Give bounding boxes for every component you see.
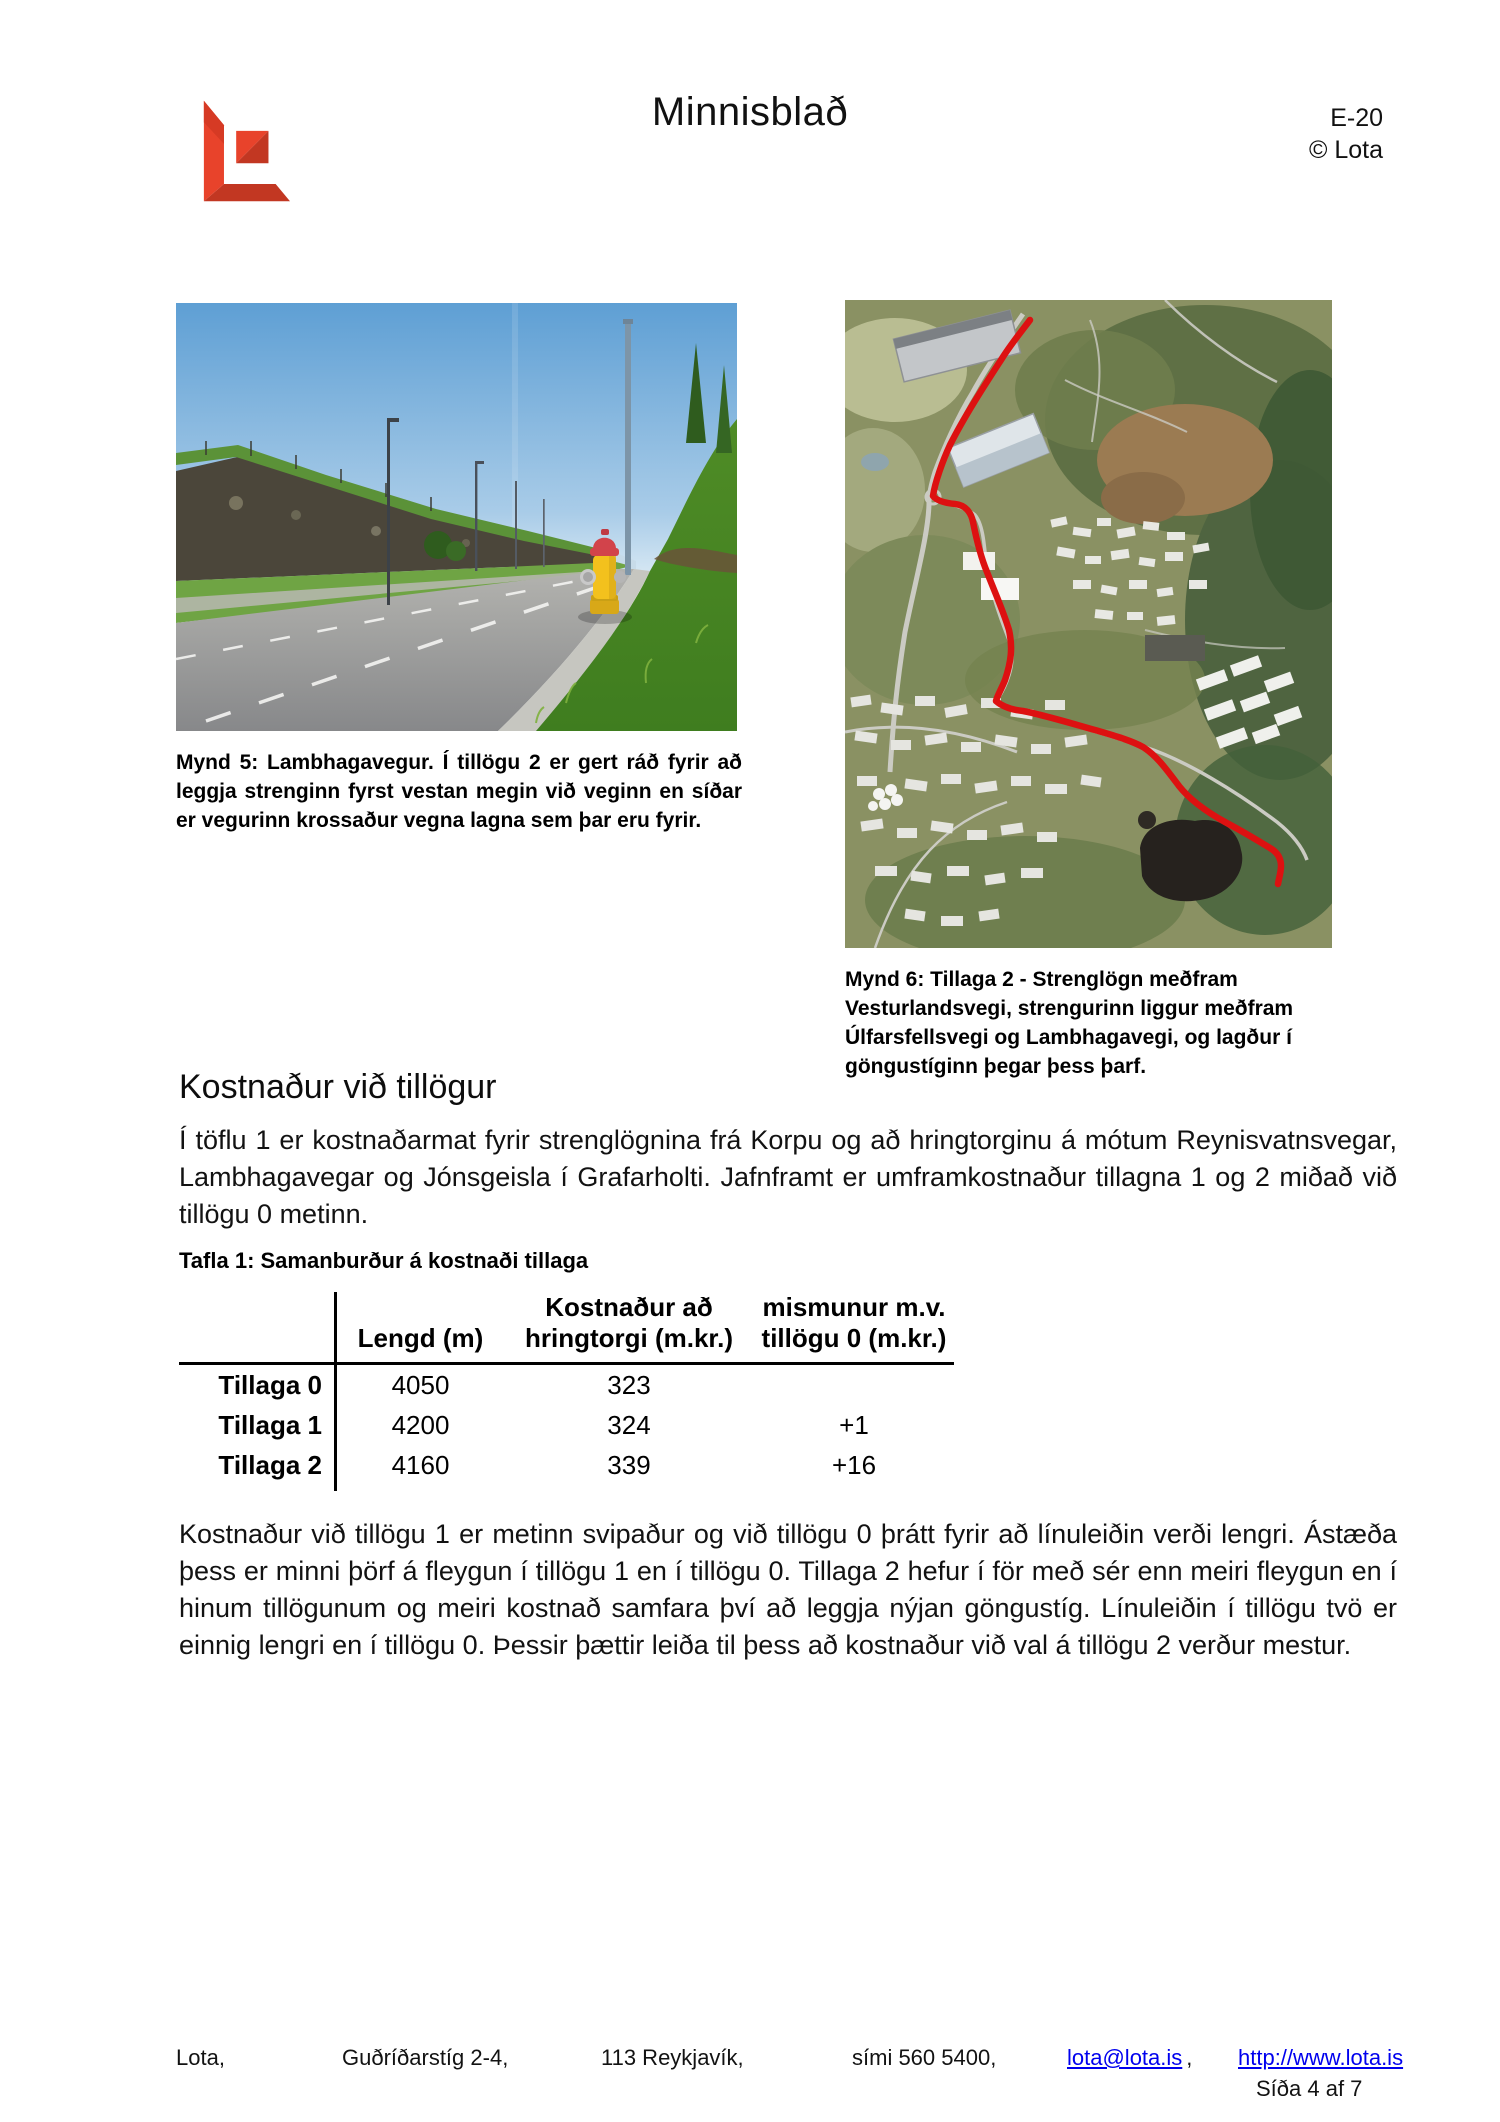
paragraph-cost-intro: Í töflu 1 er kostnaðarmat fyrir strenglögnina frá Korpu og að hringtorginu á mótum Reynisvatnsvegar, Lambhagavegar og Jónsgeisla í Grafarholti. Jafnframt er umframkostnaður tillagna 1 og 2 miðað við tillögu 0 metinn. (179, 1125, 1397, 1229)
row-label: Tillaga 2 (179, 1445, 336, 1491)
email-link[interactable]: lota@lota.is (1067, 2045, 1183, 2070)
cost-comparison-table (179, 1292, 954, 1491)
doc-code: E-20 (1330, 104, 1383, 132)
section-heading: Kostnaður við tillögur (179, 1068, 497, 1106)
figure5-caption: Mynd 5: Lambhagavegur. Í tillögu 2 er gert ráð fyrir að leggja strenginn fyrst vestan megin við veginn en síðar er vegurinn krossaður vegna lagna sem þar eru fyrir. (176, 751, 742, 832)
cell-kostnadur: 324 (607, 1409, 651, 1440)
page-number: Síða 4 af 7 (1256, 2076, 1363, 2101)
footer-city: 113 Reykjavík, (601, 2045, 744, 2070)
cell-lengd: 4050 (391, 1369, 450, 1400)
cell-kostnadur: 339 (607, 1449, 651, 1480)
table-row (179, 1405, 954, 1445)
website-link[interactable]: http://www.lota.is (1238, 2045, 1404, 2070)
page-title: Minnisblað (651, 90, 849, 134)
row-label: Tillaga 1 (179, 1405, 336, 1445)
figure6-caption: Mynd 6: Tillaga 2 - Strenglögn meðfram Vesturlandsvegi, strengurinn liggur meðfram Úlfarsfellsvegi og Lambhagavegi, og lagður í göngustíginn þegar þess þarf. (845, 968, 1294, 1078)
email-separator: , (1186, 2045, 1193, 2070)
footer-email (1067, 2045, 1192, 2071)
cell-kostnadur: 323 (607, 1369, 651, 1400)
header-kostnadur: Kostnaður að hringtorgi (m.kr.) (504, 1292, 754, 1364)
cell-lengd: 4160 (391, 1449, 450, 1480)
road-photo-figure (176, 303, 737, 731)
row-label: Tillaga 0 (179, 1364, 336, 1406)
header-lengd: Lengd (m) (336, 1292, 505, 1364)
table-caption: Tafla 1: Samanburður á kostnaði tillaga (179, 1248, 589, 1273)
document-meta (1309, 102, 1383, 166)
footer-address: Guðríðarstíg 2-4, (342, 2045, 509, 2070)
road-photo-image (176, 303, 737, 731)
table-header-row (179, 1292, 954, 1364)
cell-lengd: 4200 (391, 1409, 450, 1440)
footer-phone: sími 560 5400, (852, 2045, 997, 2070)
header-empty (179, 1292, 336, 1364)
table-row (179, 1445, 954, 1491)
aerial-map-figure (845, 300, 1332, 948)
copyright-notice: © Lota (1308, 136, 1383, 164)
aerial-map-image (845, 300, 1332, 948)
table-row (179, 1364, 954, 1406)
header-mismunur: mismunur m.v. tillögu 0 (m.kr.) (754, 1292, 954, 1364)
footer-website (1238, 2045, 1403, 2071)
cell-mismunur: +16 (831, 1449, 877, 1480)
cell-mismunur: +1 (839, 1409, 869, 1440)
footer-company: Lota, (176, 2045, 225, 2070)
cell-mismunur (754, 1364, 954, 1406)
paragraph-cost-analysis: Kostnaður við tillögu 1 er metinn svipaður og við tillögu 0 þrátt fyrir að línuleiðin verði lengri. Ástæða þess er minni þörf á fleygun í tillögu 1 en í tillögu 0. Tillaga 2 hefur í för með sér enn meiri fleygun en í hinum tillögunum og meiri kostnað samfara því að leggja nýjan göngustíg. Línuleiðin í tillögu tvö er einnig lengri en í tillögu 0. Þessir þættir leiða til þess að kostnaður við val á tillögu 2 verður mestur. (179, 1519, 1397, 1660)
